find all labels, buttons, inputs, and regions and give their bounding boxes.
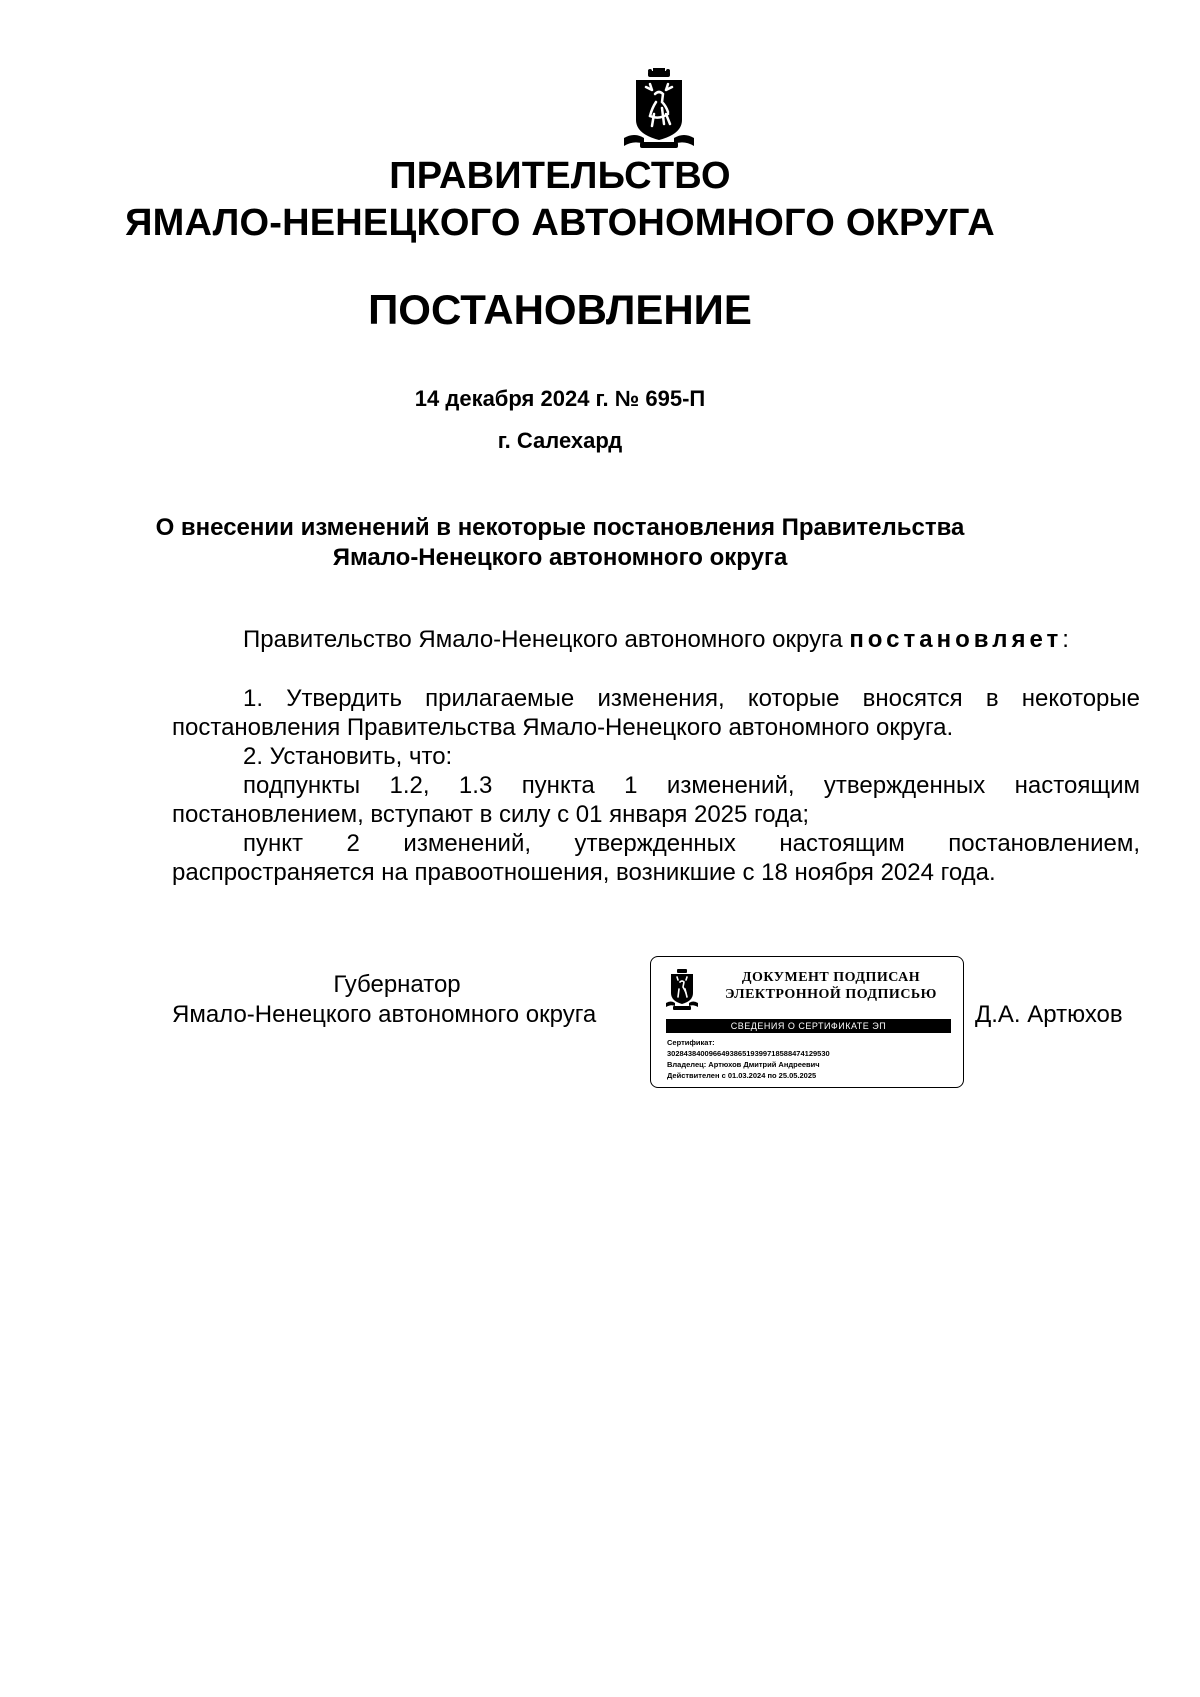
preamble-verb: постановляет xyxy=(849,626,1063,653)
stamp-coat-of-arms-icon xyxy=(665,969,699,1011)
stamp-certificate-bar: СВЕДЕНИЯ О СЕРТИФИКАТЕ ЭП xyxy=(666,1019,951,1033)
government-title-line1: ПРАВИТЕЛЬСТВО xyxy=(389,155,731,197)
document-date-number: 14 декабря 2024 г. № 695-П xyxy=(414,386,706,411)
document-subject-line2: Ямало-Ненецкого автономного округа xyxy=(332,544,788,571)
preamble-start: Правительство Ямало-Ненецкого автономного округа xyxy=(243,626,850,653)
preamble xyxy=(243,625,1069,655)
signatory-position xyxy=(172,970,642,1030)
stamp-title-line2: ЭЛЕКТРОННОЙ ПОДПИСЬЮ xyxy=(725,987,937,1002)
document-type: ПОСТАНОВЛЕНИЕ xyxy=(368,286,752,333)
paragraph-2: 2. Установить, что: xyxy=(243,743,453,770)
document-subject-line1: О внесении изменений в некоторые постановления Правительства xyxy=(155,514,965,541)
stamp-title xyxy=(711,969,951,1003)
document-city: г. Салехард xyxy=(497,428,623,453)
paragraph-4: пункт 2 изменений, утвержденных настоящим постановлением, распространяется на правоотношения, возникшие с 18 ноября 2024 года. xyxy=(172,830,1140,886)
stamp-title-line1: ДОКУМЕНТ ПОДПИСАН xyxy=(741,970,921,985)
paragraph-1: 1. Утвердить прилагаемые изменения, которые вносятся в некоторые постановления Правительства Ямало-Ненецкого автономного округа. xyxy=(172,685,1140,741)
stamp-certificate-number: 302843840096649386519399718588474129530 xyxy=(667,1049,830,1058)
paragraph-3: подпункты 1.2, 1.3 пункта 1 изменений, утвержденных настоящим постановлением, вступают в силу с 01 января 2025 года; xyxy=(172,772,1140,828)
electronic-signature-stamp xyxy=(650,956,964,1088)
signatory-position-line1: Губернатор xyxy=(333,971,461,998)
signatory-position-line2: Ямало-Ненецкого автономного округа xyxy=(172,1001,597,1028)
stamp-certificate-info xyxy=(667,1037,957,1081)
stamp-validity: Действителен с 01.03.2024 по 25.05.2025 xyxy=(667,1071,817,1080)
stamp-owner: Владелец: Артюхов Дмитрий Андреевич xyxy=(667,1060,820,1069)
preamble-end: : xyxy=(1062,626,1069,653)
stamp-certificate-label: Сертификат: xyxy=(667,1038,715,1047)
coat-of-arms-icon xyxy=(622,68,696,152)
government-title-line2: ЯМАЛО-НЕНЕЦКОГО АВТОНОМНОГО ОКРУГА xyxy=(125,202,995,244)
signatory-name: Д.А. Артюхов xyxy=(975,1001,1123,1028)
